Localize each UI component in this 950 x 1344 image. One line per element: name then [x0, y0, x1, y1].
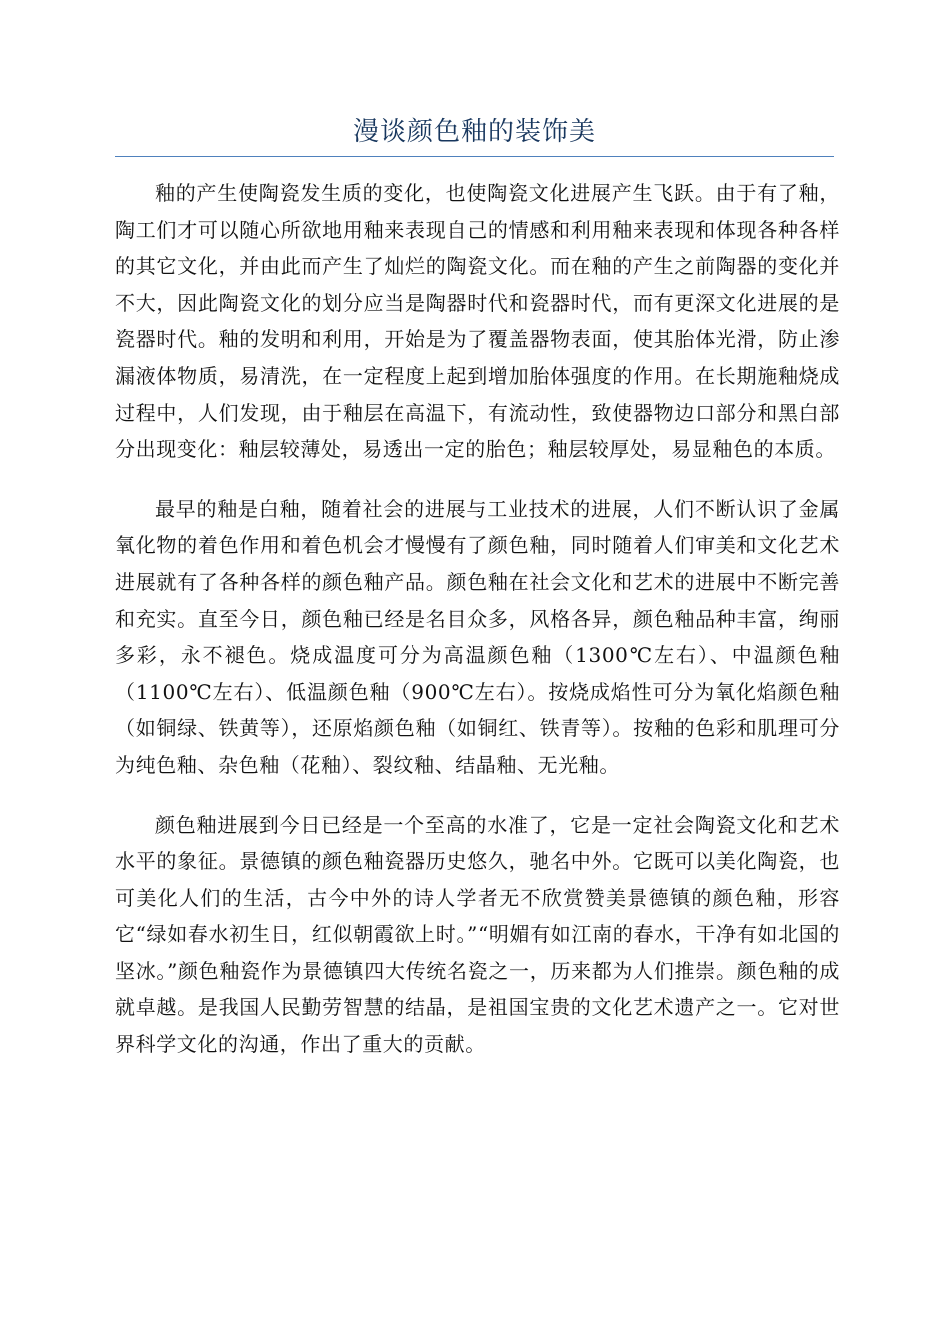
title-block — [115, 112, 834, 157]
paragraph-1: 釉的产生使陶瓷发生质的变化，也使陶瓷文化进展产生飞跃。由于有了釉，陶工们才可以随心所欲地用釉来表现自己的情感和利用釉来表现和体现各种各样的其它文化，并由此而产生了灿烂的陶瓷文化。而在釉的产生之前陶器的变化并不大，因此陶瓷文化的划分应当是陶器时代和瓷器时代，而有更深文化进展的是瓷器时代。釉的发明和利用，开始是为了覆盖器物表面，使其胎体光滑，防止渗漏液体物质，易清洗，在一定程度上起到增加胎体强度的作用。在长期施釉烧成过程中，人们发现，由于釉层在高温下，有流动性，致使器物边口部分和黑白部分出现变化：釉层较薄处，易透出一定的胎色；釉层较厚处，易显釉色的本质。 — [115, 181, 840, 462]
paragraph-3: 颜色釉进展到今日已经是一个至高的水准了，它是一定社会陶瓷文化和艺术水平的象征。景德镇的颜色釉瓷器历史悠久，驰名中外。它既可以美化陶瓷，也可美化人们的生活，古今中外的诗人学者无不欣赏赞美景德镇的颜色釉，形容它“绿如春水初生日，红似朝霞欲上时。”“明媚有如江南的春水，干净有如北国的坚冰。”颜色釉瓷作为景德镇四大传统名瓷之一，历来都为人们推崇。颜色釉的成就卓越。是我国人民勤劳智慧的结晶，是祖国宝贵的文化艺术遗产之一。它对世界科学文化的沟通，作出了重大的贡献。 — [115, 812, 840, 1057]
body-text — [115, 175, 840, 1086]
page-title: 漫谈颜色釉的装饰美 — [352, 117, 596, 147]
paragraph-2: 最早的釉是白釉，随着社会的进展与工业技术的进展，人们不断认识了金属氧化物的着色作用和着色机会才慢慢有了颜色釉，同时随着人们审美和文化艺术进展就有了各种各样的颜色釉产品。颜色釉在社会文化和艺术的进展中不断完善和充实。直至今日，颜色釉已经是名目众多，风格各异，颜色釉品种丰富，绚丽多彩，永不褪色。烧成温度可分为高温颜色釉（1300℃左右）、中温颜色釉（1100℃左右）、低温颜色釉（900℃左右）。按烧成焰性可分为氧化焰颜色釉（如铜绿、铁黄等），还原焰颜色釉（如铜红、铁青等）。按釉的色彩和肌理可分为纯色釉、杂色釉（花釉）、裂纹釉、结晶釉、无光釉。 — [115, 496, 840, 777]
